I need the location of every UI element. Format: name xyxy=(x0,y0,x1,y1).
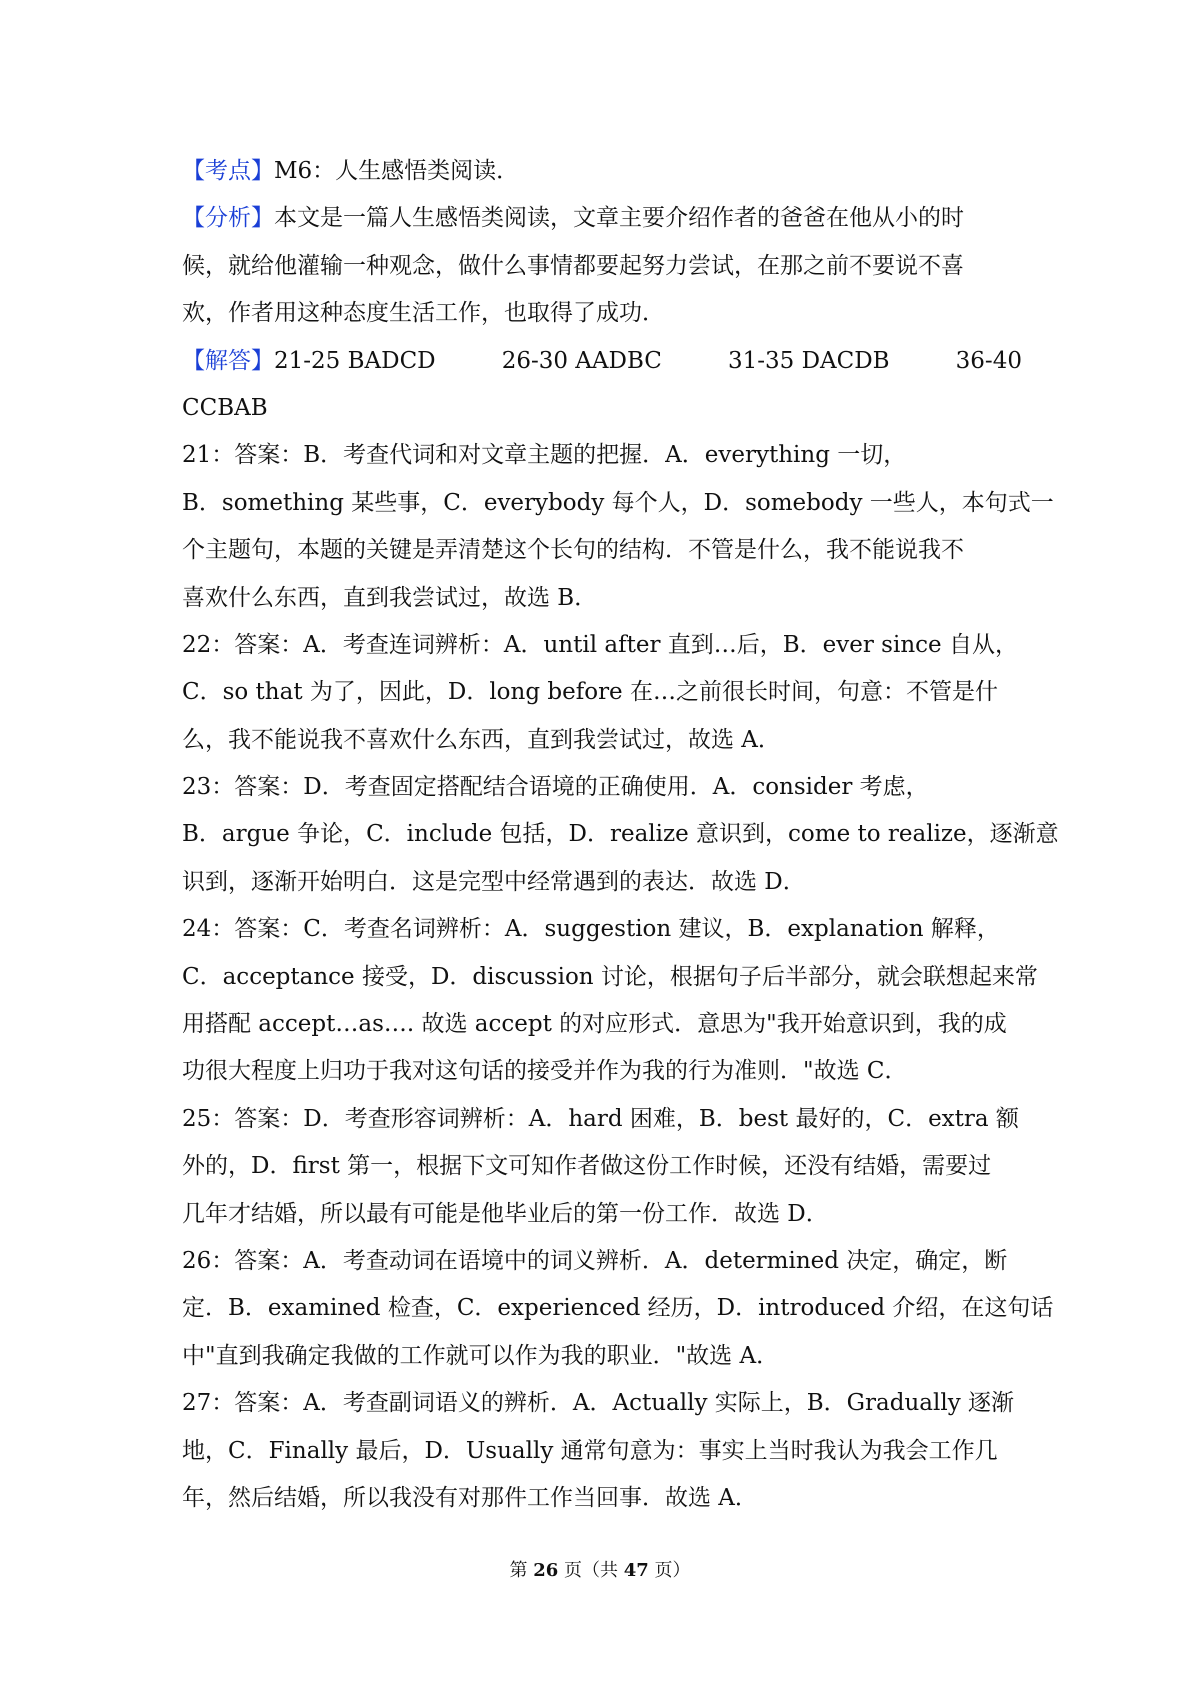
explanation-line: 么，我不能说我不喜欢什么东西，直到我尝试过，故选 A． xyxy=(182,726,781,753)
answer-key-line xyxy=(182,338,1022,385)
explanation-line: 25：答案：D．考查形容词辨析：A．hard 困难，B．best 最好的，C．extra 额 xyxy=(182,1105,1019,1132)
explanation-line: C．so that 为了，因此，D．long before 在…之前很长时间，句意：不管是什 xyxy=(182,679,998,706)
explanation-line: 26：答案：A．考查动词在语境中的词义辨析．A．determined 决定，确定，断 xyxy=(182,1247,1008,1274)
answer-group-2: 26-30 AADBC xyxy=(501,347,662,374)
answer-key-group xyxy=(182,338,436,385)
explanation-line: 定．B．examined 检查，C．experienced 经历，D．introduced 介绍，在这句话 xyxy=(182,1295,1054,1322)
explanation-line: B．something 某些事，C．everybody 每个人，D．somebody 一些人，本句式一 xyxy=(182,489,1054,516)
explanation-line: 24：答案：C．考查名词辨析：A．suggestion 建议，B．explanation 解释， xyxy=(182,916,1000,943)
explanation-line: 中"直到我确定我做的工作就可以作为我的职业．"故选 A． xyxy=(182,1342,780,1369)
answer-key-tail: CCBAB xyxy=(182,394,268,421)
analysis-line-3: 欢，作者用这种态度生活工作，也取得了成功． xyxy=(182,300,665,327)
answer-group-1: 21-25 BADCD xyxy=(274,347,436,374)
explanation-line: 个主题句，本题的关键是弄清楚这个长句的结构．不管是什么，我不能说我不 xyxy=(182,537,964,564)
analysis-text-1: 本文是一篇人生感悟类阅读，文章主要介绍作者的爸爸在他从小的时 xyxy=(274,205,964,232)
footer-middle: 页（共 xyxy=(558,1560,624,1581)
explanation-line: 地，C．Finally 最后，D．Usually 通常句意为：事实上当时我认为我会工作几 xyxy=(182,1437,998,1464)
answer-group-3: 31-35 DACDB xyxy=(727,347,890,374)
explanation-body xyxy=(182,432,1059,1522)
explanation-line: 功很大程度上归功于我对这句话的接受并作为我的行为准则．"故选 C． xyxy=(182,1058,908,1085)
explanation-line: 外的，D．first 第一，根据下文可知作者做这份工作时候，还没有结婚，需要过 xyxy=(182,1153,992,1180)
page-footer xyxy=(0,1556,1200,1582)
explanation-line: 21：答案：B．考查代词和对文章主题的把握．A．everything 一切， xyxy=(182,442,907,469)
document-page xyxy=(182,148,1059,1522)
footer-total-pages: 47 xyxy=(623,1560,649,1581)
footer-page-number: 26 xyxy=(533,1560,559,1581)
explanation-line: 喜欢什么东西，直到我尝试过，故选 B． xyxy=(182,584,598,611)
footer-suffix: 页） xyxy=(648,1560,691,1581)
kaodian-line xyxy=(182,148,1022,195)
explanation-line: 27：答案：A．考查副词语义的辨析．A．Actually 实际上，B．Gradually 逐渐 xyxy=(182,1390,1015,1417)
explanation-line: C．acceptance 接受，D．discussion 讨论，根据句子后半部分，就会联想起来常 xyxy=(182,963,1038,990)
explanation-line: 几年才结婚，所以最有可能是他毕业后的第一份工作．故选 D． xyxy=(182,1200,829,1227)
explanation-line: 识到，逐渐开始明白．这是完型中经常遇到的表达．故选 D． xyxy=(182,868,806,895)
answer-tag: 【解答】 xyxy=(182,347,274,374)
analysis-line-2: 候，就给他灌输一种观念，做什么事情都要起努力尝试，在那之前不要说不喜 xyxy=(182,252,964,279)
explanation-line: 23：答案：D．考查固定搭配结合语境的正确使用．A．consider 考虑， xyxy=(182,774,929,801)
analysis-tag: 【分析】 xyxy=(182,205,274,232)
explanation-line: B．argue 争论，C．include 包括，D．realize 意识到，come to realize，逐渐意 xyxy=(182,821,1059,848)
kaodian-text: M6：人生感悟类阅读． xyxy=(274,158,520,184)
kaodian-tag: 【考点】 xyxy=(182,158,274,184)
explanation-line: 用搭配 accept…as…. 故选 accept 的对应形式．意思为"我开始意识到，我的成 xyxy=(182,1011,1007,1038)
analysis-line-1 xyxy=(182,195,1022,242)
explanation-line: 22：答案：A．考查连词辨析：A．until after 直到…后，B．ever since 自从， xyxy=(182,631,1018,658)
footer-prefix: 第 xyxy=(509,1560,534,1581)
answer-group-4: 36-40 xyxy=(955,347,1022,374)
explanation-line: 年，然后结婚，所以我没有对那件工作当回事．故选 A． xyxy=(182,1484,758,1511)
